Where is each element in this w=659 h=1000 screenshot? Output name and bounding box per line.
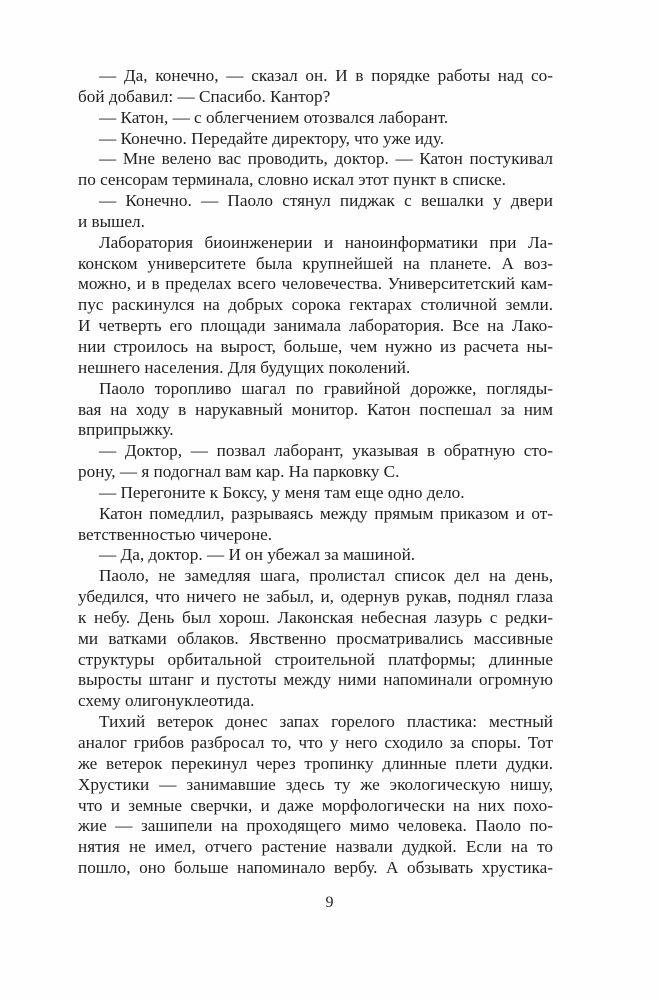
- text-line: — Мне велено вас проводить, доктор. — Катон постукивал: [99, 149, 553, 169]
- text-line: — Конечно. — Паоло стянул пиджак с вешалки у двери: [99, 191, 553, 211]
- text-line: бой добавил: — Спасибо. Кантор?: [78, 86, 331, 106]
- text-line: выросты штанг и пустоты между ними напоминали огромную: [78, 670, 553, 690]
- text-line: к небу. День был хорош. Лаконская небесная лазурь с редки-: [78, 607, 553, 627]
- text-line: конском университете была крупнейшей на планете. А воз-: [78, 253, 553, 273]
- text-line: что и земные сверчки, и даже морфологически на них похо-: [78, 795, 553, 815]
- text-line: по сенсорам терминала, словно искал этот пункт в списке.: [78, 170, 506, 190]
- text-line: — Да, доктор. — И он убежал за машиной.: [99, 545, 416, 565]
- text-line: Катон помедлил, разрываясь между прямым приказом и от-: [99, 503, 553, 523]
- text-line: Лаборатория биоинженерии и наноинформатики при Ла-: [99, 232, 553, 252]
- text-line: И четверть его площади занимала лаборатория. Все на Лако-: [78, 316, 553, 336]
- text-line: вая на ходу в нарукавный монитор. Катон поспешал за ним: [78, 399, 553, 419]
- text-line: Хрустики — занимавшие здесь ту же экологическую нишу,: [78, 774, 553, 794]
- text-line: Паоло, не замедляя шага, пролистал список дел на день,: [99, 566, 553, 586]
- text-line: нятия не имел, отчего растение назвали дудкой. Если на то: [78, 837, 553, 857]
- text-line: — Доктор, — позвал лаборант, указывая в обратную сто-: [99, 441, 553, 461]
- text-line: нии строилось на вырост, больше, чем нужно из расчета ны-: [78, 336, 553, 356]
- text-line: пошло, оно больше напоминало вербу. А обзывать хрустика-: [78, 858, 553, 878]
- text-line: убедился, что ничего не забыл, и, одернув рукав, поднял глаза: [78, 587, 553, 607]
- text-line: Паоло торопливо шагал по гравийной дорожке, погляды-: [99, 378, 553, 398]
- text-line: — Да, конечно, — сказал он. И в порядке работы над со-: [99, 66, 553, 85]
- text-line: можно, и в пределах всего человечества. Университетский кам-: [78, 274, 553, 294]
- text-line: структуры орбитальной строительной платформы; длинные: [78, 649, 553, 669]
- text-line: — Перегоните к Боксу, у меня там еще одно дело.: [99, 482, 465, 502]
- text-line: нешнего населения. Для будущих поколений.: [78, 357, 411, 377]
- text-line: и вышел.: [78, 211, 145, 231]
- text-line: ветственностью чичероне.: [78, 524, 273, 544]
- text-line: аналог грибов разбросал то, что у него сходило за споры. Тот: [78, 733, 553, 752]
- text-line: пус раскинулся на добрых сорока гектарах столичной земли.: [78, 295, 553, 315]
- text-line: — Катон, — с облегчением отозвался лаборант.: [99, 107, 449, 127]
- text-line: Тихий ветерок донес запах горелого пластика: местный: [99, 712, 553, 732]
- text-line: схему олигонуклеотида.: [78, 691, 255, 711]
- page-number: 9: [325, 894, 334, 911]
- body-text: [78, 66, 553, 879]
- text-line: рону, — я подогнал вам кар. На парковку С.: [78, 462, 400, 482]
- text-line: — Конечно. Передайте директору, что уже иду.: [99, 128, 445, 148]
- text-line: вприпрыжку.: [78, 420, 174, 440]
- text-line: жие — зашипели на проходящего мимо человека. Паоло по-: [78, 816, 553, 836]
- text-line: же ветерок перекинул через тропинку длинные плети дудки.: [78, 753, 553, 773]
- text-line: ми ватками облаков. Явственно просматривались массивные: [78, 628, 553, 648]
